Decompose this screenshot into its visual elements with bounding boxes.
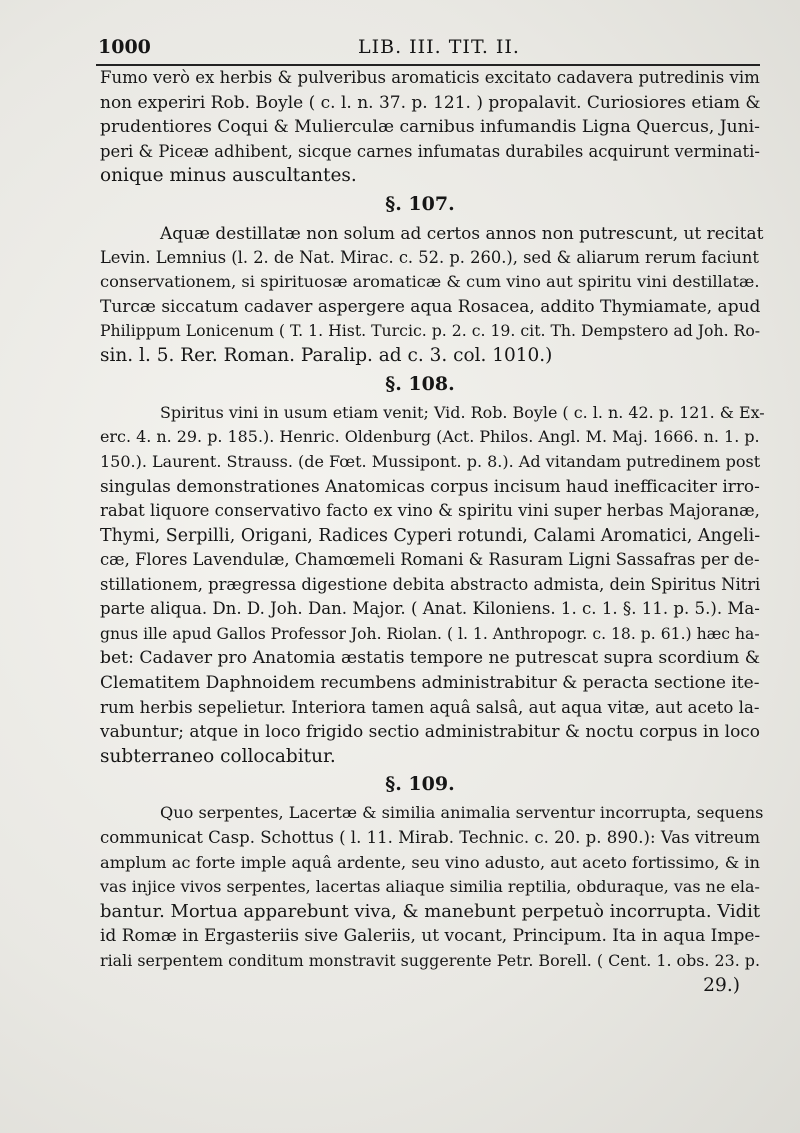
section-heading: §. 108.: [385, 372, 455, 395]
text-line: bantur. Mortua apparebunt viva, & manebunt perpetuò incorrupta. Vidit: [100, 900, 761, 922]
running-head: LIB. III. TIT. II.: [358, 36, 520, 58]
text-line: subterraneo collocabitur.: [100, 745, 336, 767]
section-heading: §. 109.: [385, 773, 455, 796]
text-line: Thymi, Serpilli, Origani, Radices Cyperi rotundi, Calami Aromatici, Angeli-: [100, 525, 761, 546]
text-line: bet: Cadaver pro Anatomia æstatis tempore ne putrescat supra scordium &: [100, 648, 761, 669]
page-number: 1000: [98, 36, 151, 58]
text-line: riali serpentem conditum monstravit suggerente Petr. Borell. ( Cent. 1. obs. 23. p.: [100, 951, 760, 970]
text-line: sin. l. 5. Rer. Roman. Paralip. ad c. 3. col. 1010.): [100, 344, 553, 366]
text-line: communicat Casp. Schottus ( l. 11. Mirab. Technic. c. 20. p. 890.): Vas vitreum: [100, 828, 761, 848]
section-intro: [100, 66, 764, 189]
text-line: vas injice vivos serpentes, lacertas aliaque similia reptilia, obduraque, vas ne ela-: [100, 877, 760, 897]
text-line: Clematitem Daphnoidem recumbens administrabitur & peracta sectione ite-: [100, 673, 760, 694]
text-line: parte aliqua. Dn. D. Joh. Dan. Major. ( Anat. Kiloniens. 1. c. 1. §. 11. p. 5.). Ma-: [100, 599, 760, 619]
text-line: conservationem, si spirituosæ aromaticæ & cum vino aut spiritu vini destillatæ.: [100, 272, 760, 292]
text-line: Aquæ destillatæ non solum ad certos annos non putrescunt, ut recitat: [160, 222, 764, 243]
text-line: rum herbis sepelietur. Interiora tamen aquâ salsâ, aut aqua vitæ, aut aceto la-: [100, 697, 760, 717]
text-line: rabat liquore conservativo facto ex vino & spiritu vini super herbas Majoranæ,: [100, 500, 760, 520]
text-line: Levin. Lemnius (l. 2. de Nat. Mirac. c. 52. p. 260.), sed & aliarum rerum faciunt: [100, 247, 759, 267]
section-107: [100, 191, 764, 369]
text-line: Quo serpentes, Lacertæ & similia animalia serventur incorrupta, sequens: [160, 803, 764, 823]
text-line: onique minus auscultantes.: [100, 165, 357, 187]
text-line: 150.). Laurent. Strauss. (de Fœt. Mussipont. p. 8.). Ad vitandam putredinem post: [100, 451, 761, 471]
section-heading: §. 107.: [385, 192, 455, 215]
text-line: id Romæ in Ergasteriis sive Galeriis, ut vocant, Principum. Ita in aqua Impe-: [100, 926, 761, 947]
text-line: erc. 4. n. 29. p. 185.). Henric. Oldenburg (Act. Philos. Angl. M. Maj. 1666. n. 1. p.: [100, 427, 760, 447]
section-108: [100, 371, 764, 770]
text-line: gnus ille apud Gallos Professor Joh. Riolan. ( l. 1. Anthropogr. c. 18. p. 61.) hæc ha-: [100, 624, 760, 643]
text-line: cæ, Flores Lavendulæ, Chamœmeli Romani & Rasuram Ligni Sassafras per de-: [100, 550, 760, 570]
page-header: [100, 28, 764, 64]
text-line: singulas demonstrationes Anatomicas corpus incisum haud inefficaciter irro-: [100, 476, 760, 497]
section-109: [100, 771, 764, 998]
text-line: peri & Piceæ adhibent, sicque carnes infumatas durabiles acquirunt verminati-: [100, 141, 760, 161]
text-line: Spiritus vini in usum etiam venit; Vid. Rob. Boyle ( c. l. n. 42. p. 121. & Ex-: [160, 402, 765, 422]
text-line: prudentiores Coqui & Mulierculæ carnibus infumandis Ligna Quercus, Juni-: [100, 117, 760, 138]
text-line: vabuntur; atque in loco frigido sectio administrabitur & noctu corpus in loco: [100, 722, 761, 743]
text-line: Turcæ siccatum cadaver aspergere aqua Rosacea, addito Thymiamate, apud: [100, 296, 761, 317]
text-line: Fumo verò ex herbis & pulveribus aromaticis excitato cadavera putredinis vim: [100, 68, 760, 87]
text-line: Philippum Lonicenum ( T. 1. Hist. Turcic. p. 2. c. 19. cit. Th. Dempstero ad Joh. Ro-: [100, 321, 761, 341]
text-line: 29.): [703, 974, 740, 996]
text-line: stillationem, prægressa digestione debita abstracto admista, dein Spiritus Nitri: [100, 574, 761, 594]
text-line: amplum ac forte imple aquâ ardente, seu vino adusto, aut aceto fortissimo, & in: [100, 852, 761, 872]
text-line: non experiri Rob. Boyle ( c. l. n. 37. p. 121. ) propalavit. Curiosiores etiam &: [100, 92, 761, 113]
